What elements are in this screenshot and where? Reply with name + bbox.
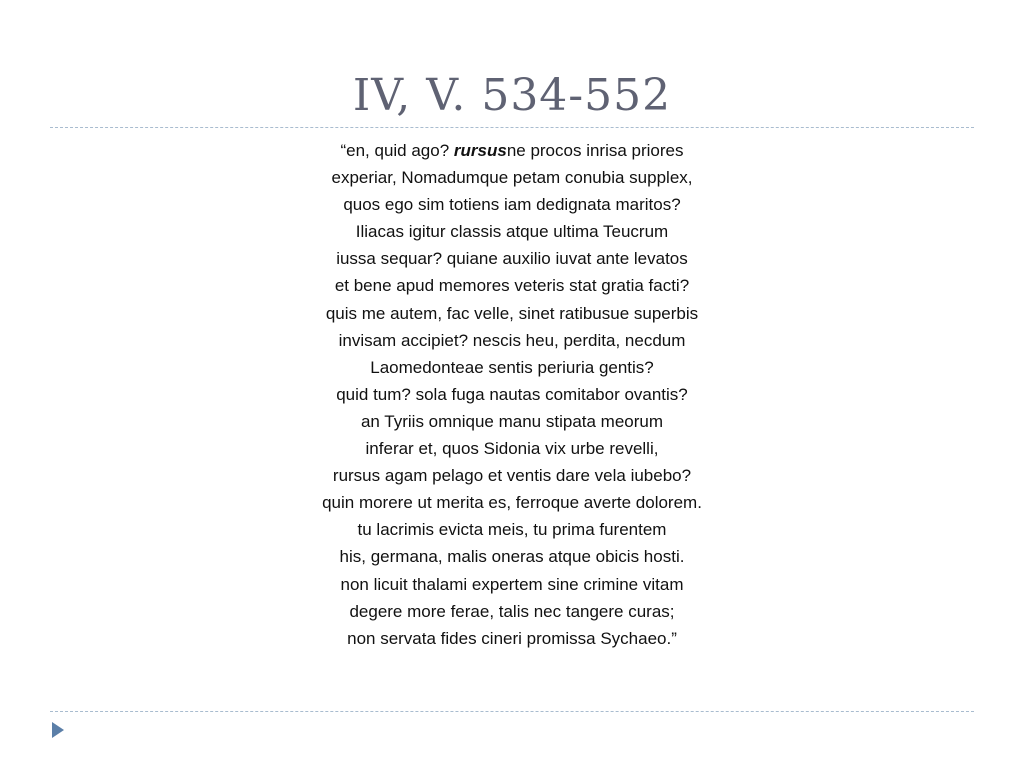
verse-line-start: “en, quid ago? [340, 141, 454, 160]
verse-line: tu lacrimis evicta meis, tu prima furentem [357, 520, 667, 540]
verse-line: et bene apud memores veteris stat gratia facti? [334, 276, 690, 296]
top-divider [50, 127, 974, 128]
verse-line: non licuit thalami expertem sine crimine vitam [340, 574, 684, 594]
verse-line: quos ego sim totiens iam dedignata maritos? [343, 195, 681, 215]
verse-line-end: ne procos inrisa priores [506, 141, 684, 160]
slide-title: IV, V. 534-552 [352, 70, 672, 121]
verse-emphasis: rursus [453, 141, 507, 160]
verse-line: quid tum? sola fuga nautas comitabor ovantis? [336, 384, 688, 404]
verse-line: quis me autem, fac velle, sinet ratibusue superbis [325, 303, 699, 323]
triangle-right-icon [52, 722, 64, 738]
verse-line: experiar, Nomadumque petam conubia supplex, [331, 168, 693, 188]
verse-line: inferar et, quos Sidonia vix urbe revelli, [365, 439, 659, 459]
verse-line: quin morere ut merita es, ferroque averte dolorem. [322, 493, 702, 513]
verse-line: non servata fides cineri promissa Sychaeo.” [347, 628, 677, 648]
verse-line: an Tyriis omnique manu stipata meorum [360, 411, 664, 431]
verse-line: invisam accipiet? nescis heu, perdita, necdum [338, 330, 686, 350]
verse-line: Iliacas igitur classis atque ultima Teucrum [355, 222, 669, 242]
verse-line: his, germana, malis oneras atque obicis hosti. [339, 547, 685, 567]
verse-line: Laomedonteae sentis periuria gentis? [370, 357, 654, 377]
verse-block [0, 137, 1024, 652]
verse-line: rursus agam pelago et ventis dare vela iubebo? [332, 466, 692, 486]
verse-line: iussa sequar? quiane auxilio iuvat ante levatos [336, 249, 688, 269]
bottom-divider [50, 711, 974, 712]
verse-line [0, 137, 1024, 164]
verse-line: degere more ferae, talis nec tangere curas; [349, 601, 675, 621]
